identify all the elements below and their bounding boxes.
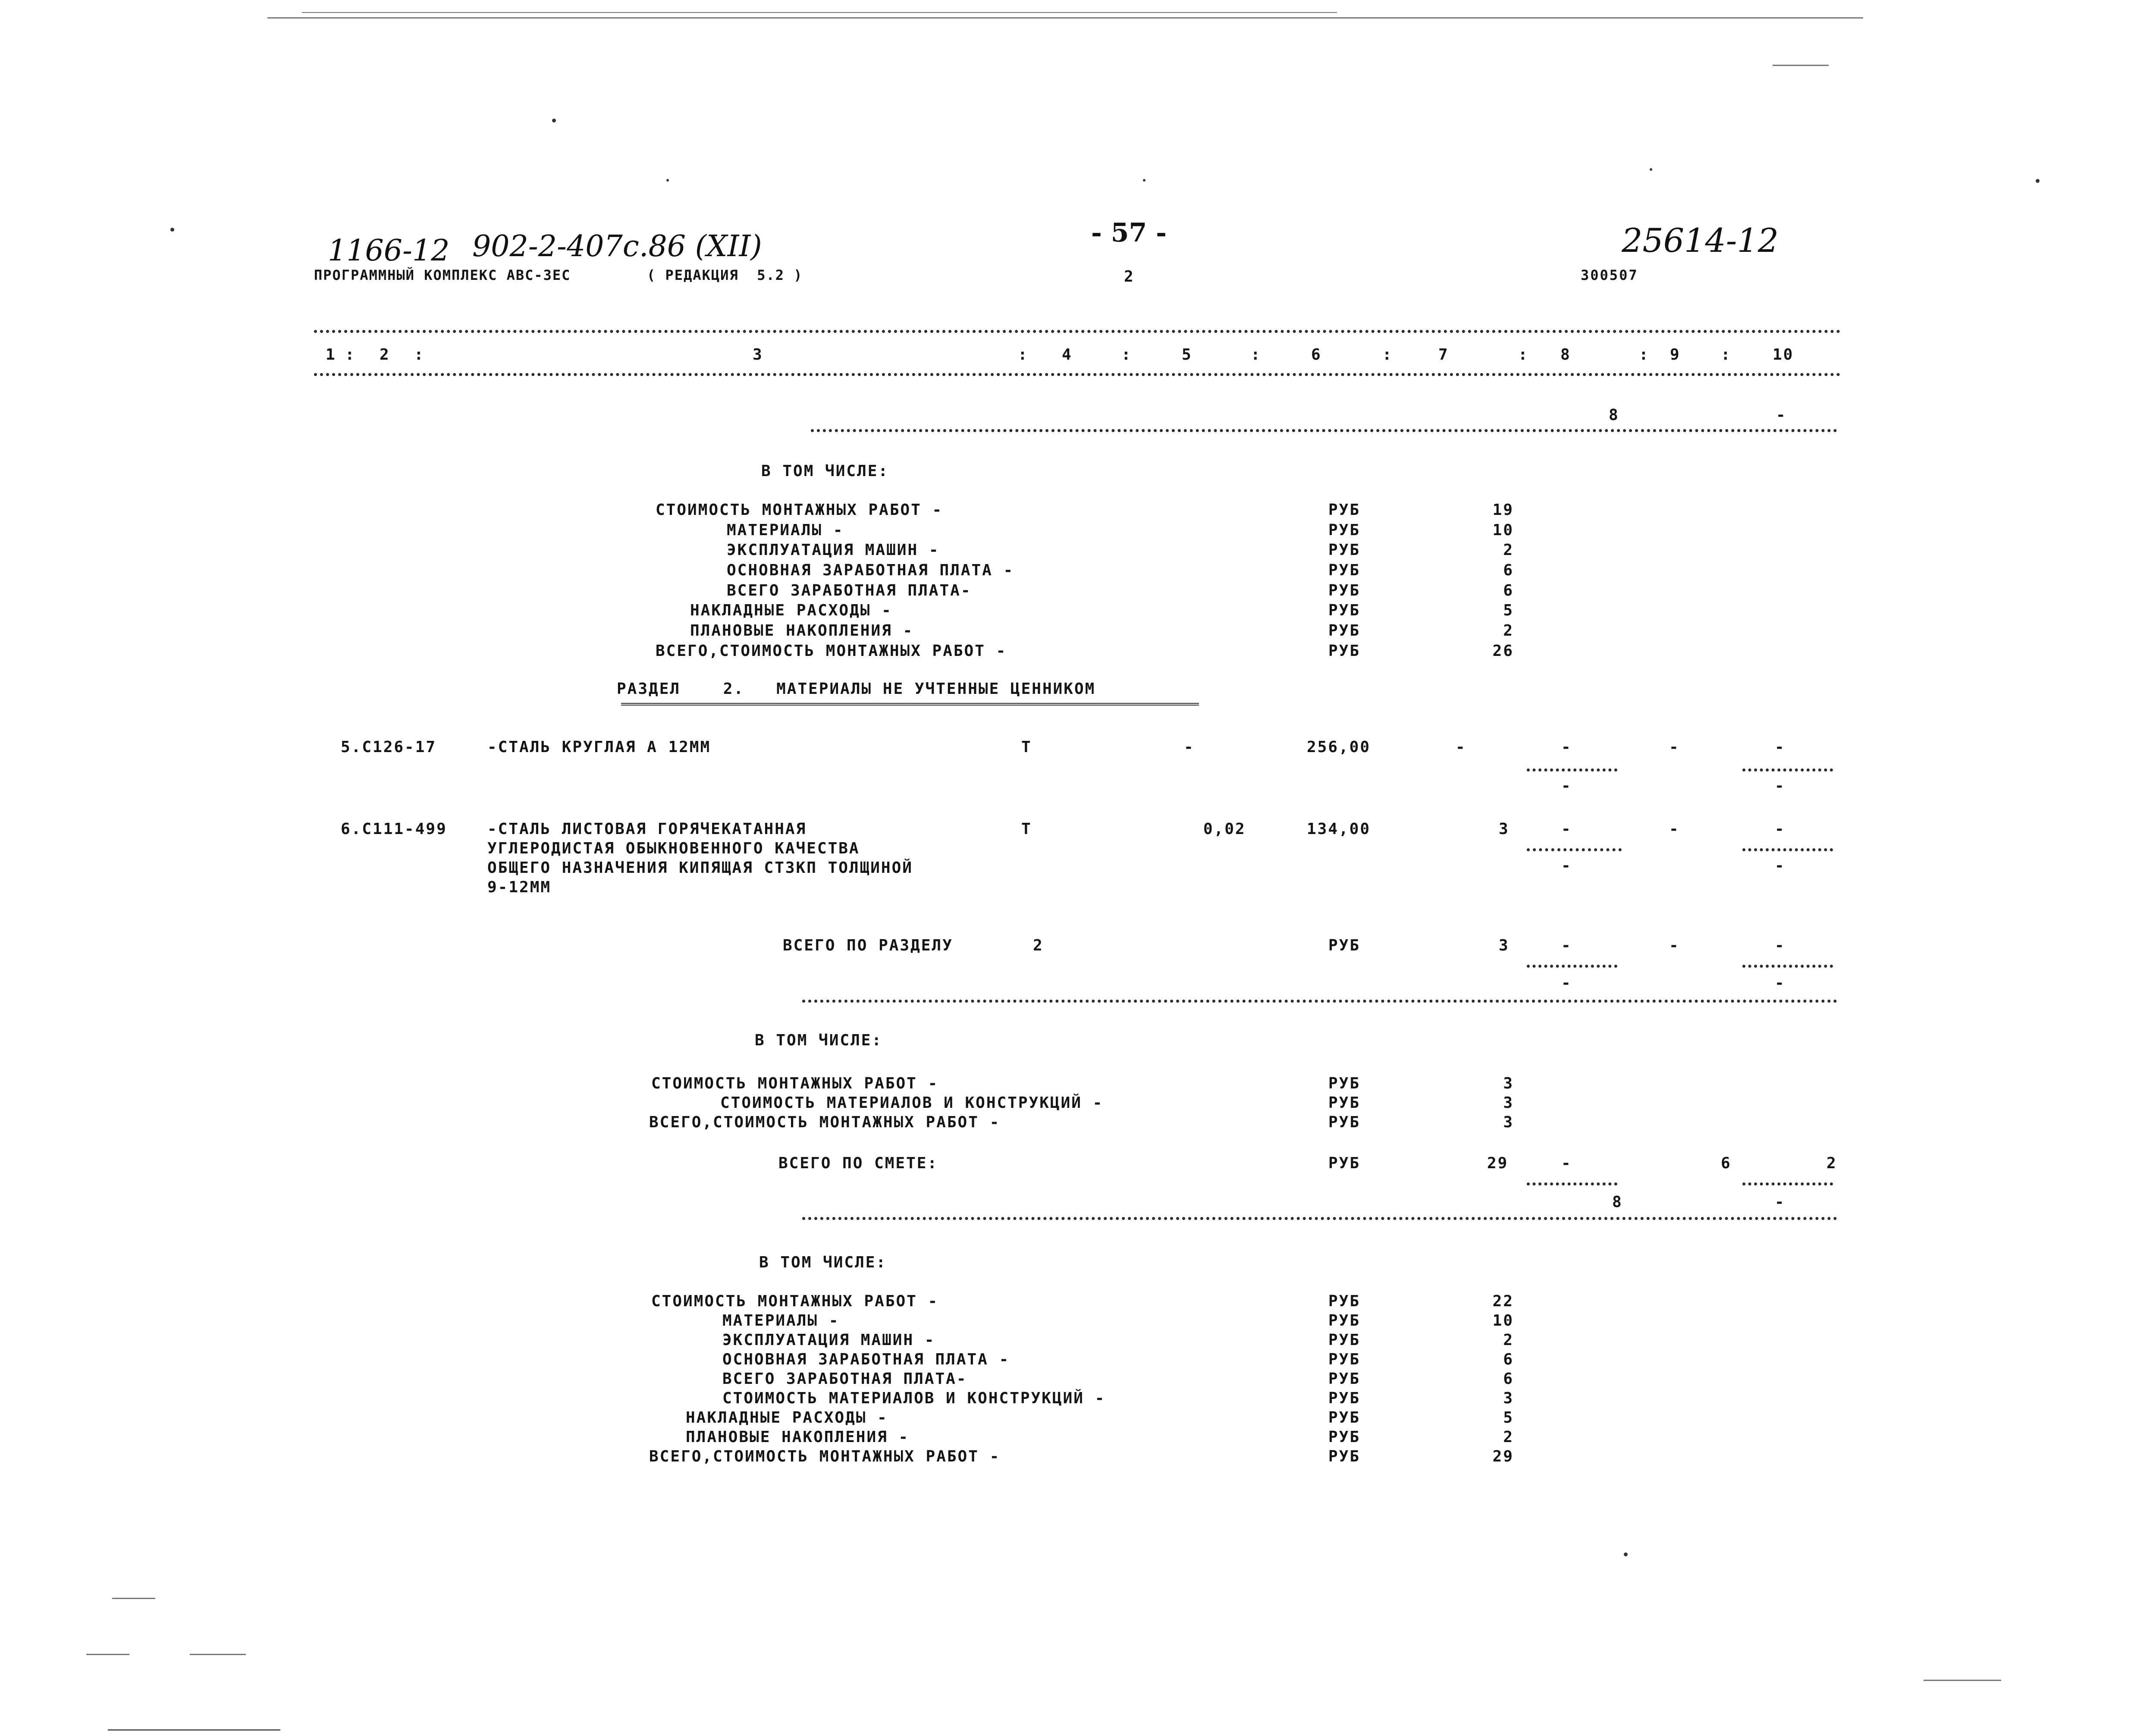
block3-unit: РУБ	[1328, 1312, 1361, 1330]
scan-stray-rule	[1924, 1680, 2001, 1681]
block1-label: ОСНОВНАЯ ЗАРАБОТНАЯ ПЛАТА -	[727, 561, 1014, 579]
block3-value: 6	[1503, 1351, 1514, 1368]
block1-value: 19	[1492, 501, 1514, 519]
column-separator: :	[1382, 346, 1393, 364]
block3-unit: РУБ	[1328, 1292, 1361, 1310]
column-number: 6	[1311, 346, 1322, 364]
block3-label: ПЛАНОВЫЕ НАКОПЛЕНИЯ -	[686, 1428, 910, 1446]
block1-value: 10	[1492, 521, 1514, 539]
item-code: 6.С111-499	[341, 820, 447, 838]
block3-unit: РУБ	[1328, 1351, 1361, 1368]
section-total-col10-under: -	[1775, 974, 1786, 992]
scan-edge-line	[267, 17, 1863, 19]
scan-stray-rule	[1773, 65, 1829, 66]
block1-unit: РУБ	[1328, 501, 1361, 519]
item-col7: 3	[1499, 820, 1510, 838]
block1-title: В ТОМ ЧИСЛЕ:	[761, 462, 889, 480]
item-price: 256,00	[1307, 738, 1371, 756]
document-sub-number: 300507	[1581, 267, 1638, 283]
item-col10: -	[1775, 738, 1786, 756]
item-name: УГЛЕРОДИСТАЯ ОБЫКНОВЕННОГО КАЧЕСТВА	[487, 840, 860, 857]
block2-unit: РУБ	[1328, 1094, 1361, 1112]
block1-label: ВСЕГО ЗАРАБОТНАЯ ПЛАТА-	[727, 582, 972, 599]
column-number: 3	[753, 346, 763, 364]
block1-value: 2	[1503, 622, 1514, 640]
block3-label: ВСЕГО ЗАРАБОТНАЯ ПЛАТА-	[722, 1370, 967, 1388]
scan-speck	[552, 119, 556, 122]
column-number: 7	[1438, 346, 1449, 364]
scan-stray-rule	[190, 1654, 246, 1655]
scan-speck	[1650, 168, 1652, 171]
block1-label: НАКЛАДНЫЕ РАСХОДЫ -	[690, 602, 892, 619]
item-name: -СТАЛЬ КРУГЛАЯ А 12ММ	[487, 738, 711, 756]
estimate-total-unit: РУБ	[1328, 1154, 1361, 1172]
block1-unit: РУБ	[1328, 602, 1361, 619]
section2-title: РАЗДЕЛ 2. МАТЕРИАЛЫ НЕ УЧТЕННЫЕ ЦЕННИКОМ	[617, 680, 1096, 698]
block1-value: 6	[1503, 561, 1514, 579]
block1-label: СТОИМОСТЬ МОНТАЖНЫХ РАБОТ -	[656, 501, 943, 519]
block1-unit: РУБ	[1328, 642, 1361, 660]
top-value-col8: 8	[1609, 406, 1619, 424]
block1-unit: РУБ	[1328, 561, 1361, 579]
block3-unit: РУБ	[1328, 1370, 1361, 1388]
block3-label: ОСНОВНАЯ ЗАРАБОТНАЯ ПЛАТА -	[722, 1351, 1010, 1368]
separator-rule	[802, 1000, 1837, 1003]
section-total-col8-rule	[1527, 965, 1617, 968]
section-total-col9: -	[1669, 937, 1680, 954]
block1-value: 26	[1492, 642, 1514, 660]
block2-value: 3	[1503, 1113, 1514, 1131]
block2-label: СТОИМОСТЬ МОНТАЖНЫХ РАБОТ -	[651, 1075, 939, 1092]
block1-label: ПЛАНОВЫЕ НАКОПЛЕНИЯ -	[690, 622, 914, 640]
scan-speck	[1624, 1552, 1628, 1556]
block3-value: 6	[1503, 1370, 1514, 1388]
block3-unit: РУБ	[1328, 1428, 1361, 1446]
block1-unit: РУБ	[1328, 582, 1361, 599]
item-col10-rule	[1742, 768, 1833, 771]
edition: ( РЕДАКЦИЯ 5.2 )	[647, 267, 803, 283]
item-col9: -	[1669, 738, 1680, 756]
block3-label: ВСЕГО,СТОИМОСТЬ МОНТАЖНЫХ РАБОТ -	[649, 1448, 1001, 1465]
block1-label: ЭКСПЛУАТАЦИЯ МАШИН -	[727, 541, 940, 559]
block3-title: В ТОМ ЧИСЛЕ:	[759, 1254, 887, 1271]
scan-stray-rule	[108, 1729, 280, 1731]
item-col8-rule	[1527, 848, 1622, 851]
section-total-value: 3	[1499, 937, 1510, 954]
block1-unit: РУБ	[1328, 541, 1361, 559]
column-separator: :	[414, 346, 425, 364]
section-number: 2	[1124, 268, 1135, 285]
block3-label: СТОИМОСТЬ МОНТАЖНЫХ РАБОТ -	[651, 1292, 939, 1310]
column-header-top-rule	[314, 330, 1841, 333]
estimate-total-value: 29	[1487, 1154, 1509, 1172]
column-number: 2	[380, 346, 390, 364]
item-qty: -	[1184, 738, 1195, 756]
block3-value: 29	[1492, 1448, 1514, 1465]
item-price: 134,00	[1307, 820, 1371, 838]
item-name: 9-12ММ	[487, 878, 552, 896]
item-col8-rule	[1527, 768, 1617, 771]
column-separator: :	[345, 346, 356, 364]
handwritten-code: 1166-12	[328, 234, 450, 268]
section-total-label: ВСЕГО ПО РАЗДЕЛУ	[783, 937, 953, 954]
item-unit: Т	[1021, 738, 1032, 756]
section-total-unit: РУБ	[1328, 937, 1361, 954]
item-col8: -	[1561, 820, 1572, 838]
top-value-col10: -	[1776, 406, 1787, 424]
block1-value: 5	[1503, 602, 1514, 619]
section-total-section: 2	[1033, 937, 1044, 954]
column-separator: :	[1639, 346, 1650, 364]
section-total-col10: -	[1775, 937, 1786, 954]
block3-unit: РУБ	[1328, 1389, 1361, 1407]
item-code: 5.С126-17	[341, 738, 437, 756]
block2-label: ВСЕГО,СТОИМОСТЬ МОНТАЖНЫХ РАБОТ -	[649, 1113, 1001, 1131]
column-separator: :	[1018, 346, 1029, 364]
section2-title-underline	[621, 703, 1199, 706]
estimate-total-col8: -	[1561, 1154, 1572, 1172]
item-col8-under: -	[1561, 777, 1572, 795]
section-total-col8: -	[1561, 937, 1572, 954]
scan-edge-line	[302, 12, 1337, 13]
column-separator: :	[1721, 346, 1732, 364]
item-col10-under: -	[1775, 857, 1786, 875]
item-col9: -	[1669, 820, 1680, 838]
item-col7: -	[1456, 738, 1466, 756]
column-separator: :	[1251, 346, 1262, 364]
block3-value: 10	[1492, 1312, 1514, 1330]
estimate-total-label: ВСЕГО ПО СМЕТЕ:	[778, 1154, 938, 1172]
scan-speck	[666, 179, 669, 182]
item-unit: Т	[1021, 820, 1032, 838]
page-number: - 57 -	[1091, 218, 1167, 248]
item-col10: -	[1775, 820, 1786, 838]
estimate-total-col8-rule	[1527, 1182, 1617, 1185]
block1-label: МАТЕРИАЛЫ -	[727, 521, 844, 539]
column-separator: :	[1518, 346, 1529, 364]
block2-value: 3	[1503, 1075, 1514, 1092]
separator-rule	[802, 1217, 1837, 1220]
section-total-col8-under: -	[1561, 974, 1572, 992]
block3-value: 22	[1492, 1292, 1514, 1310]
block2-unit: РУБ	[1328, 1113, 1361, 1131]
block2-title: В ТОМ ЧИСЛЕ:	[755, 1032, 883, 1049]
block3-value: 5	[1503, 1409, 1514, 1427]
block1-unit: РУБ	[1328, 622, 1361, 640]
program-name: ПРОГРАММНЫЙ КОМПЛЕКС АВС-3ЕС	[314, 267, 571, 283]
column-number: 9	[1670, 346, 1681, 364]
block2-value: 3	[1503, 1094, 1514, 1112]
item-col8: -	[1561, 738, 1572, 756]
item-name: ОБЩЕГО НАЗНАЧЕНИЯ КИПЯЩАЯ СТ3КП ТОЛЩИНОЙ	[487, 859, 913, 877]
column-number: 1	[326, 346, 336, 364]
item-col10-under: -	[1775, 777, 1786, 795]
item-col10-rule	[1742, 848, 1833, 851]
item-name: -СТАЛЬ ЛИСТОВАЯ ГОРЯЧЕКАТАННАЯ	[487, 820, 807, 838]
block3-unit: РУБ	[1328, 1448, 1361, 1465]
block3-label: СТОИМОСТЬ МАТЕРИАЛОВ И КОНСТРУКЦИЙ -	[722, 1389, 1106, 1407]
column-number: 10	[1773, 346, 1794, 364]
block3-label: НАКЛАДНЫЕ РАСХОДЫ -	[686, 1409, 888, 1427]
block2-label: СТОИМОСТЬ МАТЕРИАЛОВ И КОНСТРУКЦИЙ -	[720, 1094, 1104, 1112]
block1-unit: РУБ	[1328, 521, 1361, 539]
block3-unit: РУБ	[1328, 1409, 1361, 1427]
block1-value: 2	[1503, 541, 1514, 559]
block3-value: 2	[1503, 1428, 1514, 1446]
scan-speck	[1143, 179, 1145, 182]
estimate-total-col10-rule	[1742, 1182, 1833, 1185]
handwritten-project-code: 902-2-407c.86 (XII)	[472, 229, 762, 263]
document-number: 25614-12	[1622, 221, 1779, 260]
estimate-total-col8-under: 8	[1612, 1193, 1623, 1211]
column-number: 8	[1560, 346, 1571, 364]
estimate-total-col9: 6	[1721, 1154, 1732, 1172]
estimate-total-col10: 2	[1826, 1154, 1837, 1172]
column-number: 5	[1182, 346, 1193, 364]
block1-value: 6	[1503, 582, 1514, 599]
item-col8-under: -	[1561, 857, 1572, 875]
column-number: 4	[1062, 346, 1073, 364]
column-header-bottom-rule	[314, 373, 1841, 376]
item-qty: 0,02	[1203, 820, 1246, 838]
block3-label: ЭКСПЛУАТАЦИЯ МАШИН -	[722, 1331, 935, 1349]
block2-unit: РУБ	[1328, 1075, 1361, 1092]
separator-rule	[811, 429, 1837, 432]
block3-label: МАТЕРИАЛЫ -	[722, 1312, 840, 1330]
scan-speck	[2036, 179, 2040, 183]
block3-value: 2	[1503, 1331, 1514, 1349]
block3-unit: РУБ	[1328, 1331, 1361, 1349]
column-separator: :	[1121, 346, 1132, 364]
block3-value: 3	[1503, 1389, 1514, 1407]
scan-speck	[170, 228, 174, 232]
estimate-total-col10-under: -	[1775, 1193, 1786, 1211]
block1-label: ВСЕГО,СТОИМОСТЬ МОНТАЖНЫХ РАБОТ -	[656, 642, 1007, 660]
section-total-col10-rule	[1742, 965, 1833, 968]
scan-stray-rule	[112, 1598, 155, 1599]
scan-stray-rule	[86, 1654, 129, 1655]
